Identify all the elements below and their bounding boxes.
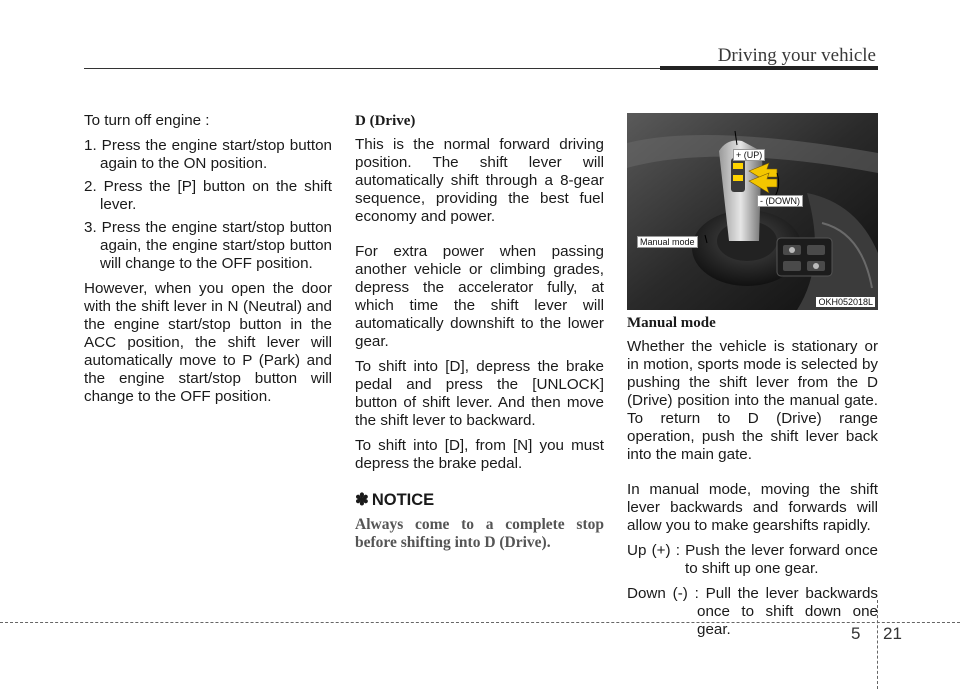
drive-p3: To shift into [D], depress the brake pedal and press the [UNLOCK] button of shift lever. And then move the shift lever to backward. <box>355 358 604 429</box>
drive-p2: For extra power when passing another vehicle or climbing grades, depress the accelerator fully, at which time the shift lever will automatically downshift to the lower gear. <box>355 243 604 350</box>
figure-code: OKH052018L <box>818 297 873 307</box>
column-2 <box>355 112 604 552</box>
up-instruction: Up (+) : Push the lever forward once to shift up one gear. <box>627 542 878 577</box>
notice-star-icon: ✽ <box>355 491 369 509</box>
header-rule <box>84 68 660 69</box>
drive-p4: To shift into [D], from [N] you must depress the brake pedal. <box>355 437 604 472</box>
step-2: 2. Press the [P] button on the shift lever. <box>84 178 332 213</box>
door-paragraph: However, when you open the door with the shift lever in N (Neutral) and the engine start/stop button in the ACC position, the shift lever will automatically move to P (Park) and the engine start/stop button will change to the OFF position. <box>84 280 332 405</box>
footer-rule <box>0 622 960 623</box>
column-3 <box>627 314 878 646</box>
label-up: + (UP) <box>733 149 765 161</box>
page-number: 21 <box>883 624 902 643</box>
shift-lever-figure <box>627 113 878 310</box>
column-1 <box>84 112 332 413</box>
drive-p1: This is the normal forward driving position. The shift lever will automatically shift through a 8-gear sequence, providing the best fuel economy and power. <box>355 136 604 225</box>
steps-list <box>84 137 332 273</box>
label-down: - (DOWN) <box>757 195 803 207</box>
drive-heading: D (Drive) <box>355 113 416 129</box>
manual-mode-heading: Manual mode <box>627 315 716 331</box>
step-3: 3. Press the engine start/stop button again, the engine start/stop button will change to the OFF position. <box>84 219 332 272</box>
header-rule-accent <box>660 66 878 70</box>
page-section-number: 5 <box>851 624 861 643</box>
manual-p2: In manual mode, moving the shift lever backwards and forwards will allow you to make gearshifts rapidly. <box>627 481 878 534</box>
manual-p1: Whether the vehicle is stationary or in motion, sports mode is selected by pushing the shift lever from the D (Drive) position into the manual gate. To return to D (Drive) range operation, push the shift lever back into the main gate. <box>627 338 878 463</box>
notice-heading <box>355 491 604 509</box>
footer-divider <box>877 600 878 689</box>
label-manual-mode: Manual mode <box>637 236 698 248</box>
notice-text: Always come to a complete stop before shifting into D (Drive). <box>355 516 604 551</box>
down-instruction: Down (-) : Pull the lever backwards once to shift down one gear. <box>627 585 878 638</box>
intro-text: To turn off engine : <box>84 112 210 129</box>
header-section-title: Driving your vehicle <box>717 45 876 66</box>
shift-lever-illustration <box>627 113 878 310</box>
notice-label: NOTICE <box>371 491 435 509</box>
step-1: 1. Press the engine start/stop button again to the ON position. <box>84 137 332 172</box>
